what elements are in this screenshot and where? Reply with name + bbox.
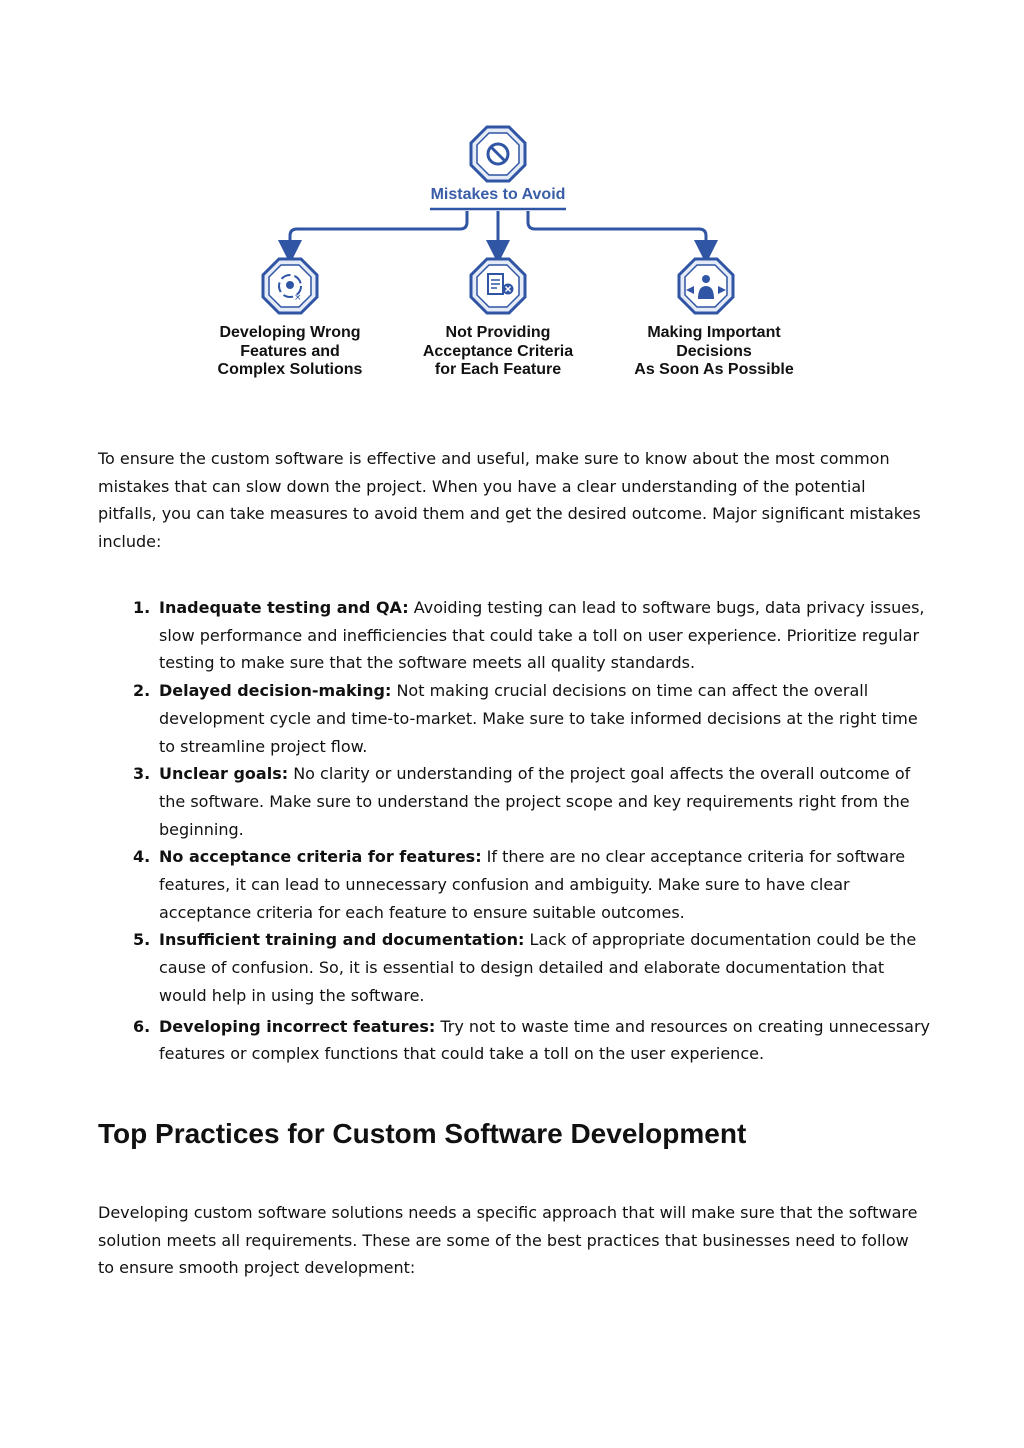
branch-label-important-decisions bbox=[604, 324, 824, 380]
branch-label-line: Decisions bbox=[676, 342, 752, 360]
decision-person-icon bbox=[679, 259, 733, 313]
list-item-text: Avoiding testing can lead to software bugs, data privacy issues, slow performance and inefficiencies that could take a toll on user experience. Prioritize regular testing to make sure that the software meets all quality standards. bbox=[159, 598, 925, 673]
branch-label-developing-wrong-features bbox=[180, 324, 400, 380]
branch-label-line: Not Providing bbox=[445, 324, 551, 341]
practices-intro-paragraph: Developing custom software solutions needs a specific approach that will make sure that the software solution meets all requirements. These are some of the best practices that businesses need to follow to ensure smooth project development: bbox=[98, 1203, 918, 1278]
intro-paragraph: To ensure the custom software is effective and useful, make sure to know about the most common mistakes that can slow down the project. When you have a clear understanding of the potential pitfalls, you can take measures to avoid them and get the desired outcome. Major significant mistakes include: bbox=[98, 449, 921, 552]
list-item-number: 4. bbox=[133, 847, 151, 867]
list-item-text: Lack of appropriate documentation could be the cause of confusion. So, it is essential to design detailed and elaborate documentation that would help in using the software. bbox=[159, 930, 917, 1005]
branch-label-line: As Soon As Possible bbox=[634, 361, 794, 378]
mistakes-list bbox=[133, 594, 933, 1068]
gear-refresh-icon bbox=[263, 259, 317, 313]
list-item-term: Inadequate testing and QA: bbox=[159, 598, 409, 617]
mistakes-diagram bbox=[0, 0, 1024, 400]
branch-label-line: Features and bbox=[240, 342, 340, 360]
branch-label-line: Acceptance Criteria bbox=[422, 342, 574, 360]
connectors bbox=[290, 211, 706, 252]
list-item-number: 2. bbox=[133, 681, 151, 701]
list-item-term: Developing incorrect features: bbox=[159, 1016, 436, 1036]
list-item bbox=[133, 677, 933, 760]
list-item-text: Try not to waste time and resources on creating unnecessary features or complex functions that could take a toll on the user experience. bbox=[159, 1016, 931, 1064]
list-item-text: If there are no clear acceptance criteria for software features, it can lead to unnecessary confusion and ambiguity. Make sure to have clear acceptance criteria for each feature to ensure suitable outcomes. bbox=[159, 847, 906, 922]
document-reject-icon bbox=[471, 259, 525, 313]
list-item bbox=[133, 926, 933, 1009]
list-item bbox=[133, 1013, 933, 1068]
list-item bbox=[133, 760, 933, 843]
list-item-number: 5. bbox=[133, 930, 151, 950]
list-item-term: Delayed decision-making: bbox=[159, 681, 392, 701]
list-item-number: 1. bbox=[133, 598, 151, 617]
list-item bbox=[133, 594, 933, 677]
list-item-term: Insufficient training and documentation: bbox=[159, 930, 525, 950]
diagram-root-label: Mistakes to Avoid bbox=[430, 186, 566, 203]
list-item bbox=[133, 843, 933, 926]
list-item-text: Not making crucial decisions on time can affect the overall development cycle and time-to-market. Make sure to take informed decisions at the right time to streamline project flow. bbox=[159, 681, 918, 756]
section-title: Top Practices for Custom Software Development bbox=[98, 1118, 747, 1149]
branch-label-acceptance-criteria bbox=[388, 324, 608, 380]
list-item-term: No acceptance criteria for features: bbox=[159, 847, 482, 867]
list-item-number: 3. bbox=[133, 764, 151, 784]
branch-label-line: Making Important bbox=[647, 324, 781, 341]
branch-label-line: Developing Wrong bbox=[219, 324, 361, 341]
svg-text:×: × bbox=[294, 293, 302, 303]
list-item-number: 6. bbox=[133, 1016, 151, 1036]
branch-label-line: Complex Solutions bbox=[217, 361, 363, 378]
list-item-text: No clarity or understanding of the project goal affects the overall outcome of the software. Make sure to understand the project scope and key requirements right from the beginning. bbox=[159, 764, 911, 839]
branch-label-line: for Each Feature bbox=[434, 361, 562, 378]
prohibited-icon bbox=[471, 127, 525, 181]
list-item-term: Unclear goals: bbox=[159, 764, 289, 784]
